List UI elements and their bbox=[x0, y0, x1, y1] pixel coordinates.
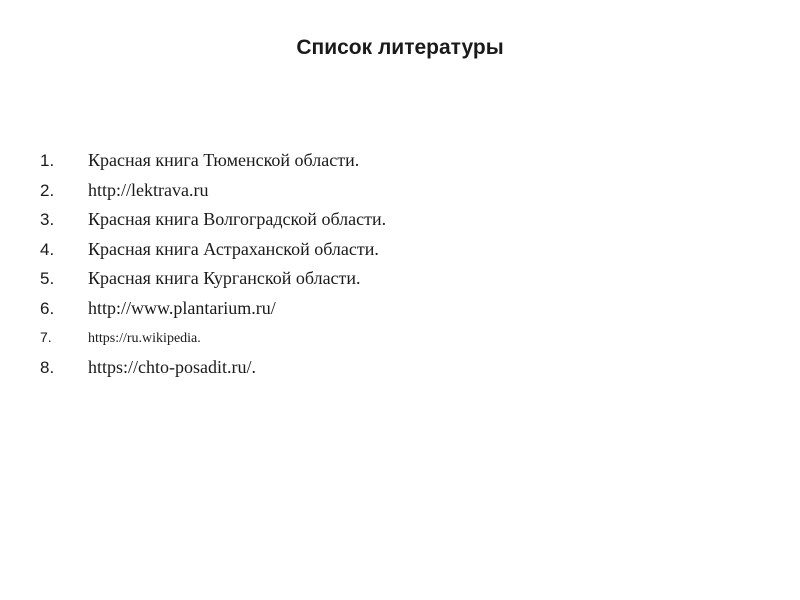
list-item-number: 5. bbox=[40, 269, 55, 288]
reference-list bbox=[40, 146, 386, 382]
list-item bbox=[40, 176, 386, 206]
list-item-text: Красная книга Тюменской области. bbox=[88, 150, 360, 170]
list-item bbox=[40, 353, 386, 383]
list-item bbox=[40, 146, 386, 176]
list-item bbox=[40, 264, 386, 294]
list-item-link[interactable]: https://chto-posadit.ru/. bbox=[88, 356, 256, 377]
list-item bbox=[40, 323, 386, 353]
list-item-text: Красная книга Волгоградской области. bbox=[88, 209, 387, 229]
list-item-text: Красная книга Курганской области. bbox=[88, 268, 361, 288]
list-item-number: 8. bbox=[40, 357, 55, 377]
list-item-link[interactable]: http://lektrava.ru bbox=[88, 179, 209, 200]
slide-title: Список литературы bbox=[296, 36, 504, 59]
list-item-link[interactable]: http://www.plantarium.ru/ bbox=[88, 297, 276, 318]
list-item bbox=[40, 294, 386, 324]
list-item-number: 2. bbox=[40, 180, 55, 200]
list-item bbox=[40, 205, 386, 235]
list-item bbox=[40, 235, 386, 265]
list-item-link[interactable]: https://ru.wikipedia. bbox=[88, 331, 201, 346]
list-item-number: 3. bbox=[40, 210, 55, 229]
list-item-text: Красная книга Астраханской области. bbox=[88, 238, 379, 259]
list-item-number: 7. bbox=[40, 329, 52, 345]
list-item-number: 1. bbox=[40, 151, 55, 170]
list-item-number: 6. bbox=[40, 298, 55, 318]
list-item-number: 4. bbox=[40, 239, 55, 259]
